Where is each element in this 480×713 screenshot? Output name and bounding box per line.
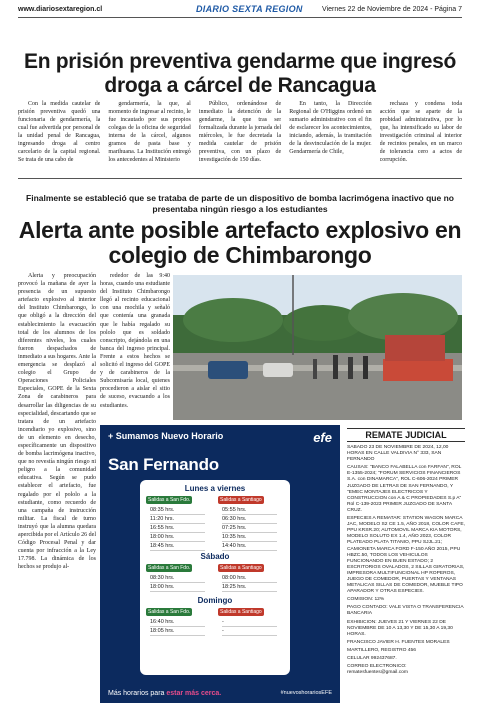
time-cell: 18:05 hrs. — [150, 627, 205, 636]
col-to-sanfdo: Salidas a San Fdo. — [148, 565, 191, 571]
story2-column-1 — [18, 272, 96, 571]
time-cell: - — [222, 618, 277, 627]
story2-column-2 — [100, 272, 170, 422]
saturday-times-b — [222, 574, 277, 592]
col-to-santiago: Salidas a Santiago — [220, 609, 262, 615]
efe-logo: efe — [313, 430, 332, 445]
photo-car — [208, 361, 248, 379]
newspaper-brand: DIARIO SEXTA REGION — [196, 4, 303, 14]
time-cell: 11:20 hrs. — [150, 515, 205, 524]
story1-text: Con la medida cautelar de prisión preventiva quedó una funcionaria de gendarmería, la cual fue advertida por personal de la unidad penal de Rancagua, ingresando droga al centro carcelario de la capital regional. Se trata de una cabo de — [18, 101, 101, 163]
time-cell: 14:40 hrs. — [222, 542, 277, 551]
story1-text: gendarmería, la que, al momento de ingresar al recinto, le fue incautado por sus propios colegas de la oficina de seguridad interna de la cárcel, algunos gramos de pasta base y marihuana. La Institución entregó los antecedentes al Ministerio — [108, 101, 191, 163]
time-cell: 18:00 hrs. — [150, 583, 205, 592]
story1-text: En tanto, la Dirección Regional de O'Higgins ordenó un sumario administrativo con el fin de esclarecer los acontecimientos, iniciando, además, la tramitación de la desvinculación de la mujer. Gendarmería de Chile, — [289, 101, 372, 155]
weekday-label: Lunes a viernes — [184, 484, 246, 493]
remate-judicial-notice — [347, 428, 465, 698]
remate-text: MARTILLERO, REGISTRO 456 — [347, 647, 416, 653]
story2-text: Alerta y preocupación provocó la mañana de ayer la presencia de un supuesto artefacto explosivo al interior del Instituto Chimbarongo, lo que obligó a la dirección del establecimiento la evacuación total de los alumnos de los diferentes niveles, los cuales fueron despachados de inmediato a sus hogares. Ante la emergencia se desplazó al colegio el Grupo de Operaciones Policiales Especiales, GOPE de la Sexta Zona de carabineros para desarrollar las diligencias de su especialidad, descartando que se tratara de un artefacto incendiario yo explosivo, sino de un elemento en desecho, específicamente un dispositivo de bomba lacrimógena inactivo, que no revestía ningún riesgo ni peligro a la comunidad educativa. Según se pudo establecer el artefacto, fue regalado por el pololo a la estudiante, como recuerdo de una campaña de instrucción militar. La fiscal de turno instruyó que la alumna quedara apercibida por el Artículo 26 del Código Procesal Penal y dar cuenta por infracción a la Ley 17.798. La dinámica de los hechos se produjo al- — [18, 273, 96, 571]
sunday-times-b — [222, 618, 277, 636]
story1-body — [18, 100, 462, 170]
remate-text: CAUSAS: "BANCO FALABELLA con FARFAN", ROL E-1355-2024; "FORUM SERVICIOS FINANCIEROS S.A. con DINAMARCA", ROL C-606-2024 PRIMER JUZGADO DE LETRAS DE SAN FERNANDO, Y "EMEC MONTAJES ELECTRICOS Y CONSTRUCCION con A & C PROPIEDADES S.p A" Rol C-139-2023 PRIMER JUZGADO DE SANTA CRUZ. — [347, 465, 462, 513]
story1-text: rechaza y condena toda acción que se aparte de la probidad administrativa, por lo que, ha intensificado su labor de investigación criminal al interior de recintos penales, en un marco de tolerancia cero a actos de corrupción. — [379, 101, 463, 163]
col-to-sanfdo: Salidas a San Fdo. — [148, 609, 191, 615]
time-cell: 08:00 hrs. — [222, 574, 277, 583]
schedule-panel — [140, 480, 290, 675]
sunday-times-a — [150, 618, 205, 636]
remate-text: SABADO 23 DE NOVIEMBRE DE 2024, 12,00 HORAS EN CALLE VALDIVIA N° 333, SAN FERNANDO — [347, 445, 449, 463]
story1-column — [199, 100, 281, 170]
photo-building — [383, 359, 453, 381]
remate-text: FRANCISCO JAVIER H. FUENTES MORALES — [347, 639, 450, 645]
time-cell: - — [222, 627, 277, 636]
ad-hashtag: #nuevoshorariosEFE — [280, 690, 332, 696]
story1-column — [380, 100, 462, 170]
page-header — [18, 4, 462, 18]
saturday-times-a — [150, 574, 205, 592]
ad-footer-text: Más horarios para — [108, 690, 167, 697]
saturday-label: Sábado — [200, 552, 230, 561]
remate-text: EXHIBICION: JUEVES 21 Y VIERNES 22 DE NOVIEMBRE DE 10 A 13,30 Y DE 15,30 A 19,30 HORAS. — [347, 619, 453, 637]
school-evacuation-photo — [173, 275, 462, 420]
story2-kicker: Finalmente se estableció que se trataba de parte de un dispositivo de bomba lacrimógena inactivo que no presentaba ningún riesgo a los estudiantes — [26, 193, 454, 214]
time-cell: 06:30 hrs. — [222, 515, 277, 524]
efe-train-ad[interactable] — [100, 425, 340, 703]
site-url[interactable]: www.diariosextaregion.cl — [18, 6, 103, 13]
time-cell: 18:25 hrs. — [222, 583, 277, 592]
date-page: Viernes 22 de Noviembre de 2024 - Página 7 — [322, 6, 462, 13]
story1-column — [18, 100, 100, 170]
remate-email[interactable]: CORREO ELECTRONICO: rematesfuentes@gmail.com — [347, 664, 408, 676]
remate-text: COMISION: 12% — [347, 597, 385, 603]
sunday-label: Domingo — [197, 596, 233, 605]
time-cell: 08:35 hrs. — [150, 506, 205, 515]
time-cell: 16:55 hrs. — [150, 524, 205, 533]
time-cell: 16:40 hrs. — [150, 618, 205, 627]
time-cell: 05:55 hrs. — [222, 506, 277, 515]
section-divider — [18, 178, 462, 179]
ad-footer — [108, 690, 221, 697]
time-cell: 08:30 hrs. — [150, 574, 205, 583]
story1-column — [108, 100, 190, 170]
story1-text: Público, ordenándose de inmediato la detención de la gendarme, la que tras ser formalizada durante la jornada del miércoles, le fue decretada la medida cautelar de prisión preventiva, con un plazo de investigación de 150 días. — [198, 101, 282, 163]
ad-tagline: + Sumamos Nuevo Horario — [108, 431, 224, 441]
weekday-times-a — [150, 506, 205, 551]
ad-title: San Fernando — [108, 455, 219, 474]
story1-headline: En prisión preventiva gendarme que ingresó droga a cárcel de Rancagua — [23, 50, 456, 97]
time-cell: 10:35 hrs. — [222, 533, 277, 542]
story1-column — [289, 100, 371, 170]
col-to-sanfdo: Salidas a San Fdo. — [148, 497, 191, 503]
col-to-santiago: Salidas a Santiago — [220, 565, 262, 571]
time-cell: 07:25 hrs. — [222, 524, 277, 533]
remate-title: REMATE JUDICIAL — [347, 428, 465, 442]
ad-footer-emphasis: estar más cerca. — [166, 690, 222, 697]
story2-text: rededor de las 9:40 horas, cuando una estudiante del Instituto Chimbarongo llegó al recinto educacional con una mochila y señaló que contenía una granada que le había regalado su pololo que es soldado conscripto, dejándola en una banca del ingreso principal. Frente a estos hechos se solicitó el ingreso del GOPE y de carabineros de la Subcomisaría local, quienes procedieron a aislar el sitio de suceso, evacuando a los estudiantes. — [100, 273, 170, 409]
remate-text: ESPECIES A REMATAR: STATION WAGON MARCA JAC, MODELO S2 CE 1.5, AÑO 2018, COLOR CAFE, PPU KRSR.20; AUTOMOVIL MARCA KIA MOTORS, MODELO SOLUTO EX 1.4, AÑO 2023, COLOR PLATEADO PLATA TITANIO, PPU SJJL.21; CAMIONETA MARCA FORD F-150 AÑO 2015, PPU HBZC.50, TODOS LOS VEHICULOS FUNCIONANDO EN BUEN ESTADO; 2 ESCRITORIOS OVALADOS, 2 SILLAS GIRATORIAS, IMPRESORA MULTIFUNCIONAL HP ROPEROS, JUEGO DE COMEDOR, PUERTAS Y VENTANAS METALICAS SILLAS DE COMEDOR, MUEBLE TIPO APARADOR Y OTRAS ESPECIES. — [347, 516, 465, 595]
remate-text: CELULAR 992437687. — [347, 656, 397, 661]
story2-headline: Alerta ante posible artefacto explosivo en colegio de Chimbarongo — [18, 217, 462, 268]
col-to-santiago: Salidas a Santiago — [220, 497, 262, 503]
time-cell: 18:45 hrs. — [150, 542, 205, 551]
weekday-times-b — [222, 506, 277, 551]
time-cell: 18:00 hrs. — [150, 533, 205, 542]
remate-text: PAGO CONTADO: VALE VISTA O TRANSFERENCIA BANCARIA — [347, 605, 464, 617]
